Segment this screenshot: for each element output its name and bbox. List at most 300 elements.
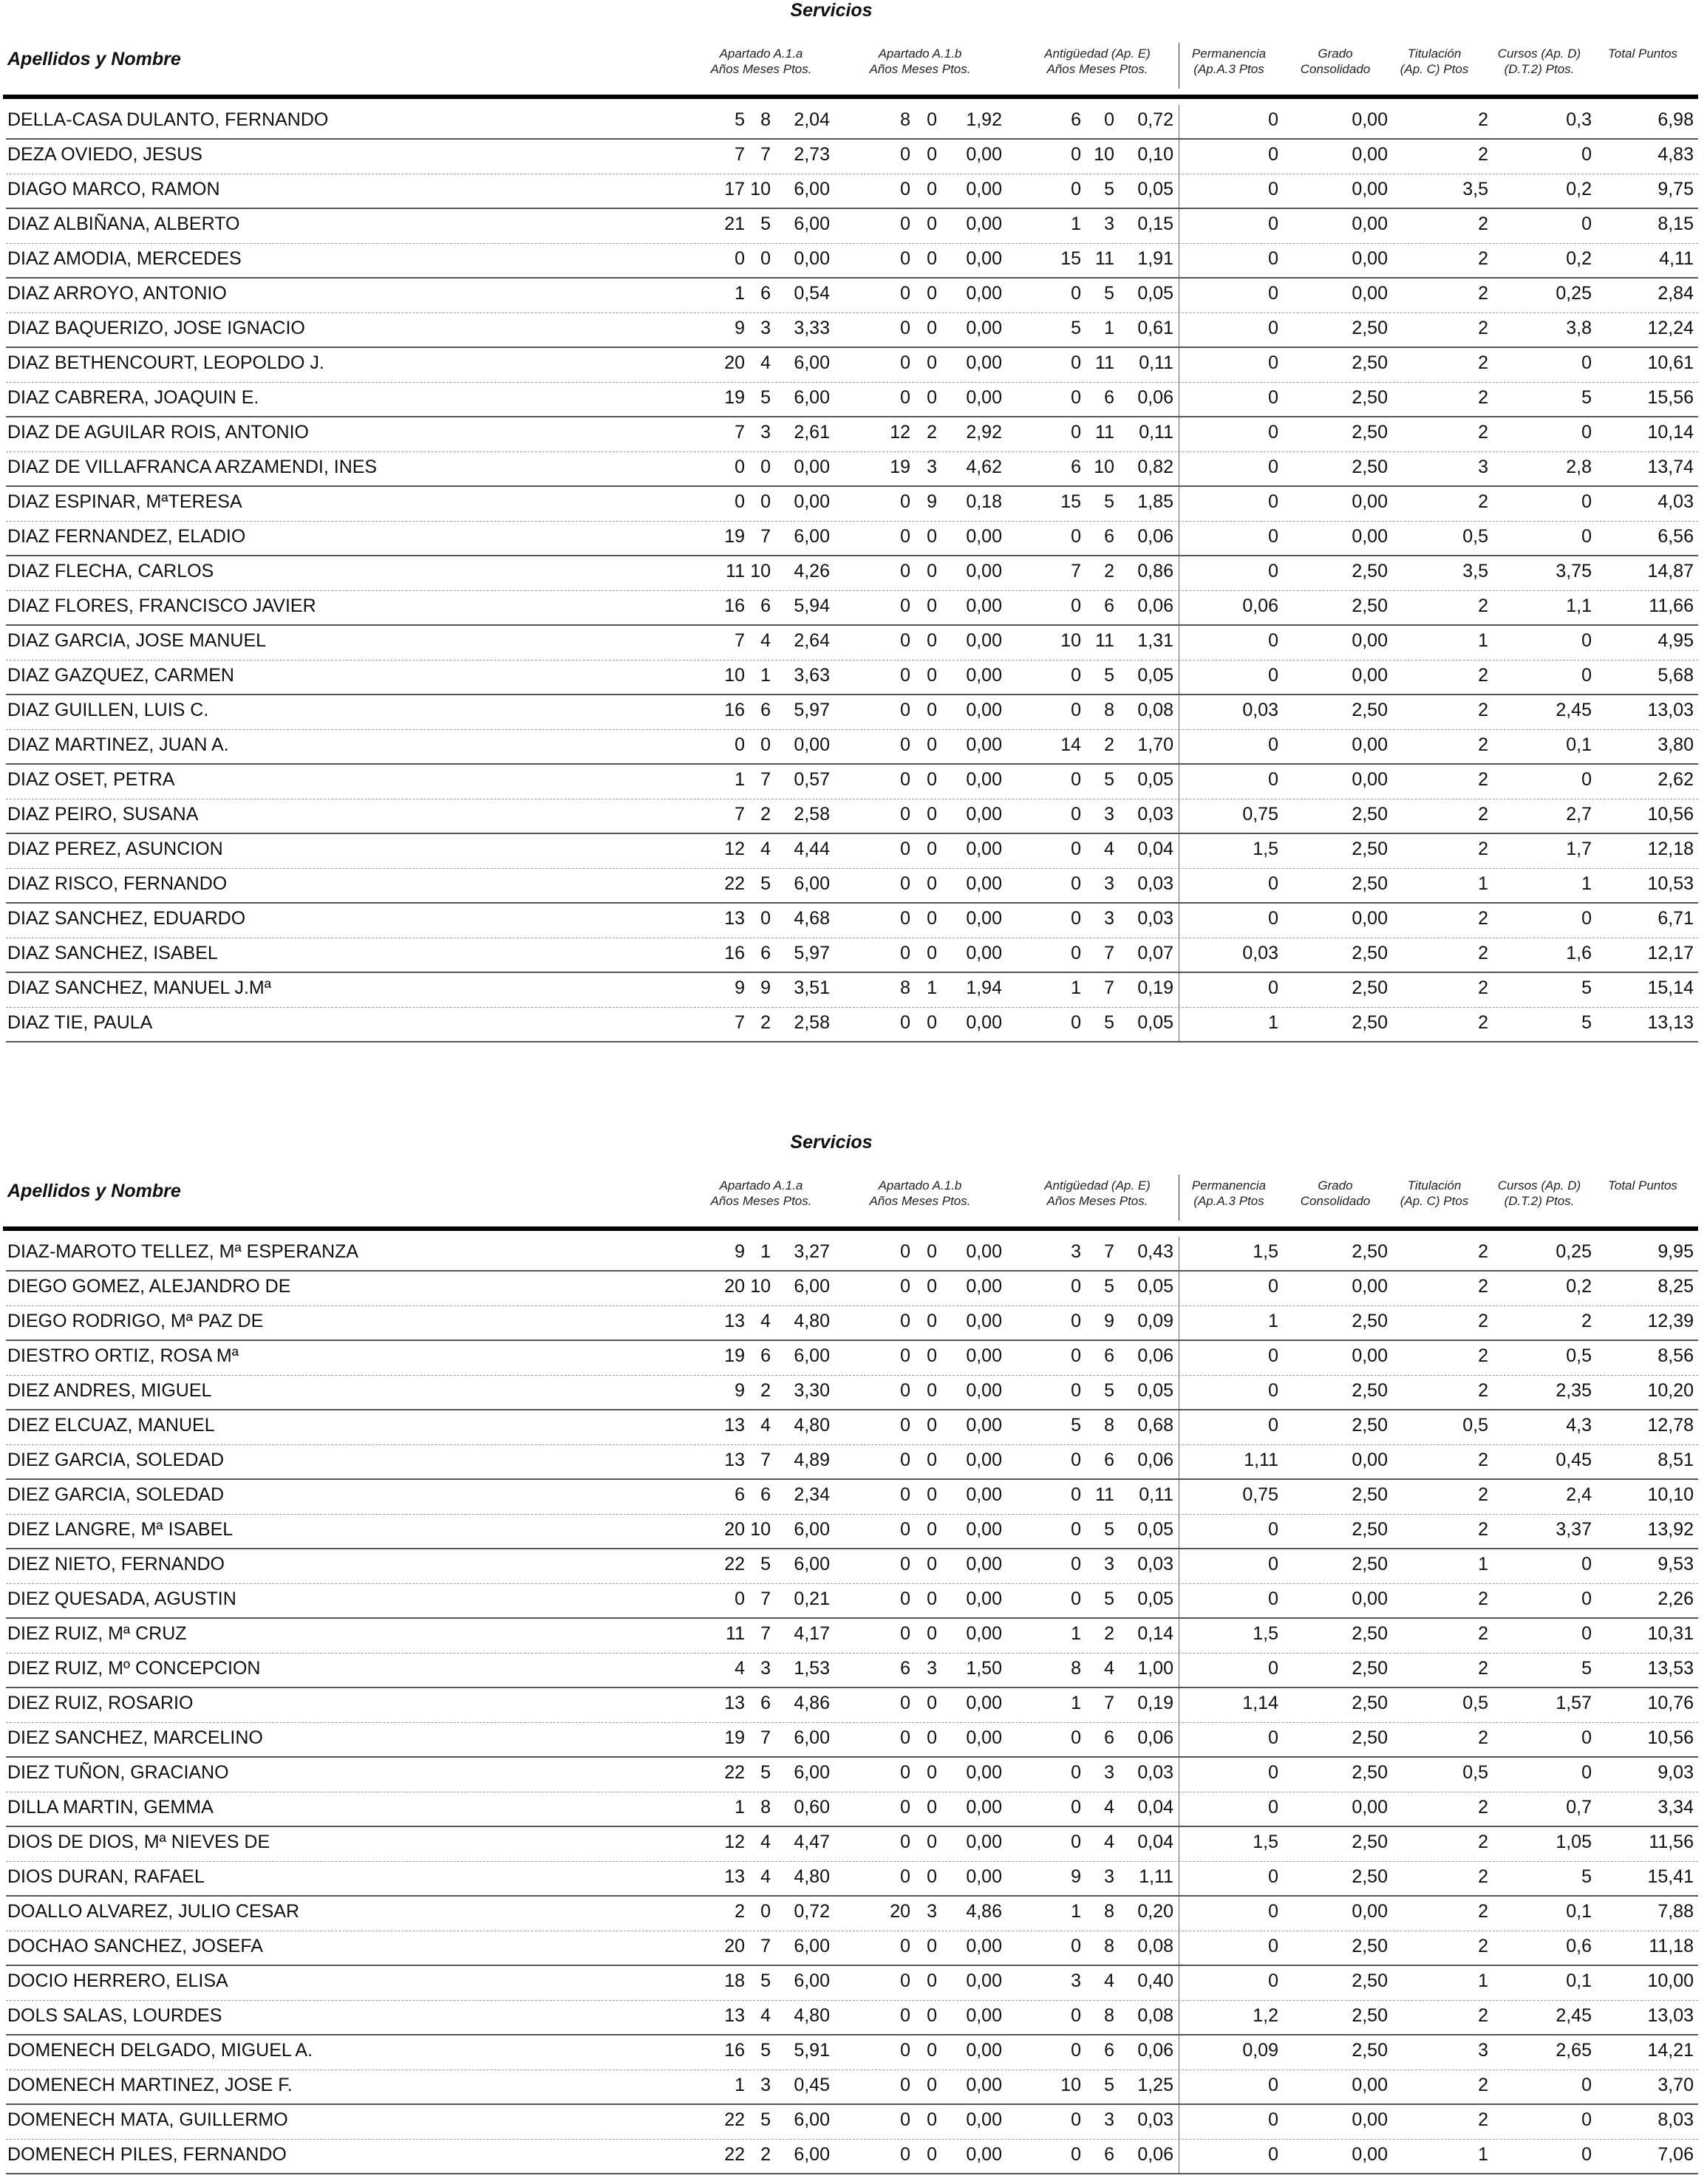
cell-a1a-points: 5,97 [794, 700, 830, 720]
cell-total: 7,88 [1657, 1901, 1694, 1922]
cell-antig-years: 1 [1071, 977, 1081, 998]
cell-a1b-months: 0 [927, 1311, 937, 1331]
cell-antig-years: 0 [1071, 1345, 1081, 1366]
cell-permanencia: 0 [1268, 1415, 1278, 1436]
cell-a1a-years: 12 [724, 839, 745, 859]
cell-a1a-months: 4 [760, 1311, 771, 1331]
cell-name: DIAZ PEREZ, ASUNCION [7, 839, 223, 859]
cell-a1a-points: 0,00 [794, 491, 830, 512]
header-grado: Grado Consolidado [1300, 1178, 1371, 1208]
cell-antig-points: 0,61 [1137, 318, 1173, 338]
cell-name: DIEZ QUESADA, AGUSTIN [7, 1588, 236, 1609]
cell-cursos: 0 [1581, 1727, 1592, 1748]
cell-antig-years: 0 [1071, 2005, 1081, 2026]
cell-a1b-months: 0 [927, 769, 937, 790]
cell-a1a-points: 5,97 [794, 943, 830, 963]
cell-cursos: 1,6 [1566, 943, 1592, 963]
cell-name: DIAZ DE VILLAFRANCA ARZAMENDI, INES [7, 457, 378, 477]
cell-grado: 2,50 [1352, 352, 1388, 373]
cell-a1b-points: 4,62 [966, 457, 1002, 477]
cell-grado: 0,00 [1352, 2144, 1388, 2165]
cell-a1b-points: 0,00 [966, 1484, 1002, 1505]
cell-antig-months: 0 [1104, 109, 1114, 130]
cell-a1a-points: 6,00 [794, 1762, 830, 1783]
cell-cursos: 0,6 [1566, 1936, 1592, 1956]
cell-permanencia: 0 [1268, 630, 1278, 651]
table-row [0, 1723, 1707, 1758]
cell-a1b-points: 0,00 [966, 2144, 1002, 2165]
cell-permanencia: 0 [1268, 387, 1278, 408]
cell-cursos: 3,75 [1556, 561, 1592, 581]
cell-antig-years: 0 [1071, 596, 1081, 616]
cell-permanencia: 0 [1268, 1554, 1278, 1574]
cell-total: 9,53 [1657, 1554, 1694, 1574]
cell-total: 14,21 [1647, 2040, 1694, 2061]
cell-grado: 2,50 [1352, 873, 1388, 894]
cell-antig-points: 0,03 [1137, 1554, 1173, 1574]
cell-a1b-points: 0,00 [966, 2005, 1002, 2026]
cell-a1b-points: 0,00 [966, 526, 1002, 547]
cell-antig-points: 0,05 [1137, 283, 1173, 304]
cell-a1a-years: 1 [735, 283, 745, 304]
table-row [0, 1306, 1707, 1341]
cell-titulacion: 2 [1478, 1623, 1488, 1644]
cell-titulacion: 2 [1478, 769, 1488, 790]
cell-total: 15,14 [1647, 977, 1694, 998]
cell-name: DIEZ NIETO, FERNANDO [7, 1554, 225, 1574]
table-row [0, 1688, 1707, 1723]
cell-antig-months: 8 [1104, 1936, 1114, 1956]
cell-a1b-years: 0 [900, 1832, 910, 1852]
cell-antig-points: 0,86 [1137, 561, 1173, 581]
cell-grado: 2,50 [1352, 1623, 1388, 1644]
cell-antig-months: 5 [1104, 491, 1114, 512]
cell-a1b-months: 0 [927, 1693, 937, 1713]
cell-a1b-years: 0 [900, 839, 910, 859]
cell-cursos: 2,4 [1566, 1484, 1592, 1505]
cell-grado: 0,00 [1352, 2075, 1388, 2095]
cell-antig-points: 0,05 [1137, 179, 1173, 199]
cell-antig-months: 5 [1104, 179, 1114, 199]
cell-antig-years: 15 [1060, 491, 1081, 512]
cell-a1a-points: 4,86 [794, 1693, 830, 1713]
cell-antig-years: 1 [1071, 1901, 1081, 1922]
cell-a1a-years: 10 [724, 665, 745, 686]
cell-total: 6,71 [1657, 908, 1694, 929]
cell-a1b-years: 12 [890, 422, 910, 443]
cell-name: DOLS SALAS, LOURDES [7, 2005, 222, 2026]
cell-grado: 2,50 [1352, 1484, 1388, 1505]
name-column-header: Apellidos y Nombre [7, 49, 181, 69]
cell-antig-years: 5 [1071, 1415, 1081, 1436]
cell-a1b-months: 0 [927, 283, 937, 304]
cell-titulacion: 1 [1478, 1970, 1488, 1991]
cell-antig-points: 1,31 [1137, 630, 1173, 651]
cell-a1b-years: 0 [900, 1311, 910, 1331]
cell-antig-years: 10 [1060, 2075, 1081, 2095]
cell-a1a-years: 20 [724, 1936, 745, 1956]
cell-grado: 2,50 [1352, 422, 1388, 443]
cell-titulacion: 2 [1478, 700, 1488, 720]
cell-a1b-points: 0,00 [966, 318, 1002, 338]
cell-grado: 0,00 [1352, 630, 1388, 651]
cell-a1b-points: 0,00 [966, 214, 1002, 234]
cell-name: DIAZ AMODIA, MERCEDES [7, 248, 242, 269]
cell-a1b-points: 0,00 [966, 2040, 1002, 2061]
table-row [0, 1410, 1707, 1445]
cell-a1b-months: 0 [927, 1623, 937, 1644]
cell-antig-years: 0 [1071, 1936, 1081, 1956]
cell-a1a-points: 5,91 [794, 2040, 830, 2061]
cell-total: 10,20 [1647, 1380, 1694, 1401]
cell-a1b-years: 20 [890, 1901, 910, 1922]
cell-permanencia: 1 [1268, 1012, 1278, 1033]
cell-antig-points: 0,05 [1137, 665, 1173, 686]
cell-antig-points: 0,03 [1137, 804, 1173, 825]
cell-a1a-years: 2 [735, 1901, 745, 1922]
cell-antig-points: 0,09 [1137, 1311, 1173, 1331]
cell-name: DIEZ SANCHEZ, MARCELINO [7, 1727, 263, 1748]
cell-antig-months: 6 [1104, 596, 1114, 616]
table-row [0, 348, 1707, 383]
table-row [0, 904, 1707, 938]
cell-a1b-points: 4,86 [966, 1901, 1002, 1922]
table-row [0, 730, 1707, 765]
table-row [0, 1237, 1707, 1272]
cell-grado: 0,00 [1352, 1588, 1388, 1609]
cell-a1a-years: 20 [724, 1276, 745, 1297]
cell-antig-points: 0,05 [1137, 1276, 1173, 1297]
cell-titulacion: 2 [1478, 1658, 1488, 1679]
cell-a1a-years: 1 [735, 2075, 745, 2095]
cell-a1a-years: 0 [735, 248, 745, 269]
cell-antig-points: 0,14 [1137, 1623, 1173, 1644]
cell-a1b-years: 0 [900, 1970, 910, 1991]
cell-grado: 2,50 [1352, 1241, 1388, 1262]
cell-a1b-points: 0,00 [966, 1241, 1002, 1262]
cell-a1b-years: 0 [900, 1241, 910, 1262]
cell-a1b-years: 0 [900, 179, 910, 199]
cell-antig-years: 7 [1071, 561, 1081, 581]
cell-a1a-points: 6,00 [794, 526, 830, 547]
cell-a1a-months: 7 [760, 1588, 771, 1609]
cell-a1b-points: 0,00 [966, 1727, 1002, 1748]
table-row [0, 2105, 1707, 2140]
cell-a1a-years: 22 [724, 873, 745, 894]
cell-antig-months: 5 [1104, 2075, 1114, 2095]
cell-permanencia: 0 [1268, 422, 1278, 443]
cell-cursos: 0 [1581, 526, 1592, 547]
cell-a1b-months: 3 [927, 457, 937, 477]
cell-cursos: 5 [1581, 1866, 1592, 1887]
cell-a1a-years: 22 [724, 1554, 745, 1574]
header-grado: Grado Consolidado [1300, 47, 1371, 76]
cell-antig-years: 0 [1071, 769, 1081, 790]
cell-a1a-years: 16 [724, 2040, 745, 2061]
cell-titulacion: 2 [1478, 839, 1488, 859]
cell-a1a-points: 4,80 [794, 1415, 830, 1436]
cell-titulacion: 2 [1478, 1012, 1488, 1033]
header-a1b: Apartado A.1.b Años Meses Ptos. [869, 1178, 971, 1208]
cell-antig-points: 0,04 [1137, 839, 1173, 859]
cell-name: DIAZ FERNANDEZ, ELADIO [7, 526, 246, 547]
cell-cursos: 0 [1581, 908, 1592, 929]
cell-antig-points: 0,06 [1137, 1727, 1173, 1748]
cell-a1b-years: 0 [900, 908, 910, 929]
cell-a1b-years: 0 [900, 596, 910, 616]
cell-a1b-years: 0 [900, 1380, 910, 1401]
cell-antig-years: 0 [1071, 1727, 1081, 1748]
cell-a1a-years: 9 [735, 318, 745, 338]
cell-name: DOMENECH MARTINEZ, JOSE F. [7, 2075, 293, 2095]
cell-a1b-years: 0 [900, 352, 910, 373]
cell-grado: 0,00 [1352, 908, 1388, 929]
cell-antig-months: 3 [1104, 1762, 1114, 1783]
cell-a1b-points: 0,00 [966, 179, 1002, 199]
cell-cursos: 0 [1581, 665, 1592, 686]
cell-antig-months: 5 [1104, 1276, 1114, 1297]
cell-grado: 0,00 [1352, 491, 1388, 512]
cell-cursos: 0 [1581, 214, 1592, 234]
cell-titulacion: 2 [1478, 734, 1488, 755]
cell-antig-months: 5 [1104, 1380, 1114, 1401]
cell-titulacion: 2 [1478, 144, 1488, 165]
cell-a1b-months: 1 [927, 977, 937, 998]
cell-antig-points: 0,15 [1137, 214, 1173, 234]
cell-permanencia: 1,5 [1253, 1241, 1278, 1262]
cell-name: DIAZ GARCIA, JOSE MANUEL [7, 630, 267, 651]
cell-a1b-points: 0,00 [966, 873, 1002, 894]
cell-a1b-years: 0 [900, 248, 910, 269]
cell-a1a-points: 2,61 [794, 422, 830, 443]
cell-a1b-years: 0 [900, 1727, 910, 1748]
cell-permanencia: 0 [1268, 214, 1278, 234]
cell-a1b-years: 0 [900, 1450, 910, 1470]
cell-permanencia: 0 [1268, 1936, 1278, 1956]
cell-total: 11,66 [1649, 596, 1694, 616]
cell-cursos: 0 [1581, 1588, 1592, 1609]
cell-a1b-months: 3 [927, 1901, 937, 1922]
table-row [0, 1272, 1707, 1306]
cell-cursos: 0 [1581, 2075, 1592, 2095]
cell-a1b-points: 0,00 [966, 1762, 1002, 1783]
cell-a1a-months: 7 [760, 1727, 771, 1748]
cell-permanencia: 0 [1268, 1658, 1278, 1679]
cell-total: 8,51 [1657, 1450, 1694, 1470]
cell-grado: 0,00 [1352, 109, 1388, 130]
cell-a1b-months: 0 [927, 630, 937, 651]
cell-antig-points: 0,82 [1137, 457, 1173, 477]
cell-grado: 2,50 [1352, 596, 1388, 616]
table-row [0, 1758, 1707, 1792]
cell-titulacion: 2 [1478, 491, 1488, 512]
cell-antig-points: 0,06 [1137, 526, 1173, 547]
cell-a1a-months: 0 [760, 908, 771, 929]
cell-antig-years: 0 [1071, 1276, 1081, 1297]
cell-permanencia: 0,03 [1242, 700, 1278, 720]
cell-total: 10,56 [1647, 1727, 1694, 1748]
cell-a1b-years: 0 [900, 1866, 910, 1887]
cell-grado: 0,00 [1352, 214, 1388, 234]
cell-titulacion: 2 [1478, 2075, 1488, 2095]
cell-antig-years: 5 [1071, 318, 1081, 338]
cell-a1a-points: 6,00 [794, 179, 830, 199]
cell-name: DIEGO RODRIGO, Mª PAZ DE [7, 1311, 264, 1331]
cell-antig-months: 4 [1104, 1832, 1114, 1852]
cell-a1a-points: 4,26 [794, 561, 830, 581]
cell-antig-months: 5 [1104, 1012, 1114, 1033]
cell-antig-months: 9 [1104, 1311, 1114, 1331]
cell-grado: 2,50 [1352, 1866, 1388, 1887]
cell-antig-months: 8 [1104, 700, 1114, 720]
cell-name: DIESTRO ORTIZ, ROSA Mª [7, 1345, 239, 1366]
cell-antig-years: 0 [1071, 144, 1081, 165]
cell-antig-points: 0,11 [1139, 422, 1173, 443]
cell-a1b-years: 0 [900, 1415, 910, 1436]
cell-titulacion: 1 [1478, 2144, 1488, 2165]
cell-total: 10,14 [1647, 422, 1694, 443]
cell-total: 12,39 [1647, 1311, 1694, 1331]
cell-cursos: 2,45 [1556, 2005, 1592, 2026]
cell-permanencia: 0 [1268, 248, 1278, 269]
header-rule [3, 1226, 1698, 1231]
cell-antig-months: 5 [1104, 1519, 1114, 1540]
cell-a1a-months: 2 [760, 804, 771, 825]
cell-name: DIAZ FLORES, FRANCISCO JAVIER [7, 596, 316, 616]
cell-a1b-months: 0 [927, 2005, 937, 2026]
cell-antig-years: 8 [1071, 1658, 1081, 1679]
table-row [0, 661, 1707, 695]
cell-titulacion: 2 [1478, 248, 1488, 269]
cell-a1b-months: 0 [927, 1415, 937, 1436]
cell-permanencia: 1,5 [1253, 1832, 1278, 1852]
cell-a1b-years: 0 [900, 1762, 910, 1783]
cell-a1b-points: 0,00 [966, 1380, 1002, 1401]
cell-cursos: 5 [1581, 977, 1592, 998]
cell-name: DIAZ DE AGUILAR ROIS, ANTONIO [7, 422, 309, 443]
cell-grado: 2,50 [1352, 1693, 1388, 1713]
cell-name: DIAZ-MAROTO TELLEZ, Mª ESPERANZA [7, 1241, 359, 1262]
cell-antig-months: 7 [1104, 1241, 1114, 1262]
cell-a1a-points: 6,00 [794, 2144, 830, 2165]
cell-antig-years: 0 [1071, 1797, 1081, 1818]
cell-cursos: 1,7 [1566, 839, 1592, 859]
cell-cursos: 2,8 [1566, 457, 1592, 477]
cell-antig-years: 10 [1060, 630, 1081, 651]
cell-cursos: 5 [1581, 1658, 1592, 1679]
table-row [0, 2035, 1707, 2070]
cell-cursos: 0 [1581, 1762, 1592, 1783]
cell-a1b-months: 0 [927, 1012, 937, 1033]
cell-a1b-months: 0 [927, 1970, 937, 1991]
cell-titulacion: 0,5 [1462, 526, 1488, 547]
cell-antig-points: 0,40 [1137, 1970, 1173, 1991]
cell-a1a-years: 13 [724, 1693, 745, 1713]
cell-a1a-years: 0 [735, 457, 745, 477]
cell-a1b-months: 0 [927, 734, 937, 755]
cell-a1b-points: 0,00 [966, 1012, 1002, 1033]
cell-antig-years: 0 [1071, 839, 1081, 859]
table-row [0, 1966, 1707, 2001]
cell-name: DIAZ SANCHEZ, MANUEL J.Mª [7, 977, 271, 998]
cell-a1a-years: 7 [735, 1012, 745, 1033]
cell-a1a-points: 6,00 [794, 387, 830, 408]
cell-antig-months: 8 [1104, 2005, 1114, 2026]
cell-permanencia: 0,75 [1242, 1484, 1278, 1505]
cell-a1a-months: 4 [760, 630, 771, 651]
cell-a1b-months: 0 [927, 700, 937, 720]
cell-titulacion: 2 [1478, 1832, 1488, 1852]
cell-cursos: 0,5 [1566, 1345, 1592, 1366]
cell-a1a-points: 0,45 [794, 2075, 830, 2095]
cell-a1b-months: 0 [927, 179, 937, 199]
cell-antig-points: 0,06 [1137, 1450, 1173, 1470]
cell-antig-years: 0 [1071, 665, 1081, 686]
table-row [0, 1862, 1707, 1897]
cell-antig-years: 6 [1071, 457, 1081, 477]
cell-name: DIAZ ESPINAR, MªTERESA [7, 491, 242, 512]
cell-antig-months: 4 [1104, 1797, 1114, 1818]
cell-total: 11,56 [1649, 1832, 1694, 1852]
cell-a1b-years: 0 [900, 2005, 910, 2026]
cell-name: DOMENECH DELGADO, MIGUEL A. [7, 2040, 313, 2061]
cell-a1b-months: 0 [927, 943, 937, 963]
cell-cursos: 0,1 [1566, 1901, 1592, 1922]
cell-a1a-years: 18 [724, 1970, 745, 1991]
cell-a1b-years: 0 [900, 1797, 910, 1818]
cell-antig-years: 0 [1071, 908, 1081, 929]
cell-a1a-months: 4 [760, 1415, 771, 1436]
cell-a1b-years: 0 [900, 1012, 910, 1033]
cell-a1a-points: 6,00 [794, 873, 830, 894]
cell-cursos: 1 [1581, 873, 1592, 894]
cell-permanencia: 0 [1268, 1762, 1278, 1783]
cell-a1a-points: 0,00 [794, 457, 830, 477]
cell-a1a-points: 4,47 [794, 1832, 830, 1852]
cell-grado: 2,50 [1352, 1727, 1388, 1748]
cell-a1b-points: 0,00 [966, 665, 1002, 686]
cell-titulacion: 2 [1478, 1241, 1488, 1262]
cell-name: DELLA-CASA DULANTO, FERNANDO [7, 109, 329, 130]
cell-total: 9,75 [1657, 179, 1694, 199]
table-row [0, 417, 1707, 452]
cell-antig-points: 0,05 [1137, 769, 1173, 790]
cell-a1b-years: 0 [900, 734, 910, 755]
header-total: Total Puntos [1608, 47, 1677, 61]
cell-a1b-months: 3 [927, 1658, 937, 1679]
cell-a1b-years: 0 [900, 1936, 910, 1956]
cell-a1a-years: 7 [735, 630, 745, 651]
cell-permanencia: 0 [1268, 109, 1278, 130]
cell-a1b-months: 0 [927, 561, 937, 581]
cell-name: DIAZ TIE, PAULA [7, 1012, 153, 1033]
cell-a1a-months: 10 [750, 1519, 771, 1540]
cell-cursos: 4,3 [1566, 1415, 1592, 1436]
cell-antig-points: 1,00 [1137, 1658, 1173, 1679]
cell-antig-points: 0,03 [1137, 1762, 1173, 1783]
cell-total: 14,87 [1647, 561, 1694, 581]
cell-permanencia: 0 [1268, 1588, 1278, 1609]
cell-a1b-points: 0,00 [966, 2075, 1002, 2095]
cell-grado: 2,50 [1352, 1658, 1388, 1679]
cell-a1a-years: 19 [724, 387, 745, 408]
cell-a1b-months: 0 [927, 1727, 937, 1748]
table-row [0, 938, 1707, 973]
cell-total: 10,31 [1647, 1623, 1694, 1644]
cell-a1a-years: 20 [724, 1519, 745, 1540]
cell-a1a-years: 7 [735, 804, 745, 825]
cell-name: DILLA MARTIN, GEMMA [7, 1797, 214, 1818]
